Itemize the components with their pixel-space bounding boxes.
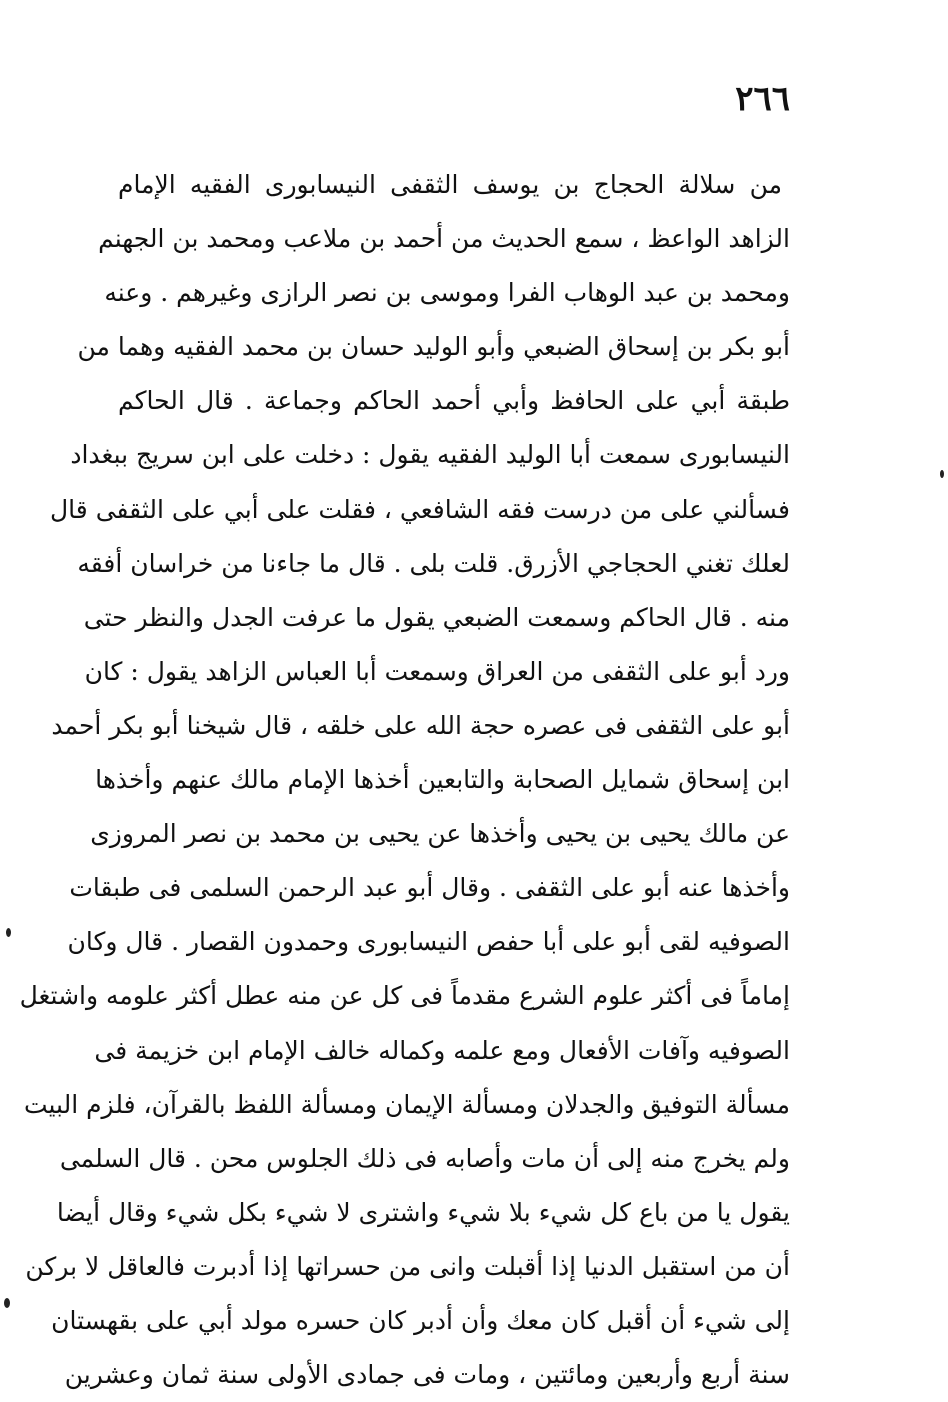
text-line: فسألني على من درست فقه الشافعي ، فقلت على أبي على الثقفى قال (50, 494, 790, 524)
text-line: الصوفيه وآفات الأفعال ومع علمه وكماله خالف الإمام ابن خزيمة فى (94, 1035, 790, 1065)
scan-speck (4, 1298, 10, 1308)
text-line: النيسابورى سمعت أبا الوليد الفقيه يقول : دخلت على ابن سريج ببغداد (70, 440, 790, 470)
scan-speck (940, 470, 944, 478)
text-line: ولم يخرج منه إلى أن مات وأصابه فى ذلك الجلوس محن . قال السلمى (59, 1143, 790, 1173)
text-line: أبو على الثقفى فى عصره حجة الله على خلقه ، قال شيخنا أبو بكر أحمد (51, 710, 790, 740)
page-number: ٢٦٦ (735, 79, 790, 119)
text-line: ابن إسحاق شمايل الصحابة والتابعين أخذها الإمام مالك عنهم وأخذها (95, 765, 790, 795)
text-line: منه . قال الحاكم وسمعت الضبعي يقول ما عرفت الجدل والنظر حتى (83, 602, 790, 632)
body-text (19, 158, 790, 1402)
text-line: مسألة التوفيق والجدلان ومسألة الإيمان ومسألة اللفظ بالقرآن، فلزم البيت (23, 1089, 790, 1119)
text-line: من سلالة الحجاج بن يوسف الثقفى النيسابورى الفقيه الإمام (118, 170, 782, 199)
scan-speck (6, 928, 11, 937)
text-line: عن مالك يحيى بن يحيى وأخذها عن يحيى بن محمد بن نصر المروزى (90, 819, 790, 849)
text-line: وأخذها عنه أبو على الثقفى . وقال أبو عبد الرحمن السلمى فى طبقات (69, 873, 790, 903)
text-line: طبقة أبي على الحافظ وأبي أحمد الحاكم وجماعة . قال الحاكم (118, 386, 790, 416)
text-line: يقول يا من باع كل شيء بلا شيء واشترى لا شيء بكل شيء وقال أيضا (56, 1197, 790, 1227)
text-line: الصوفيه لقى أبو على أبا حفص النيسابورى وحمدون القصار . قال وكان (67, 927, 790, 957)
text-line: ومحمد بن عبد الوهاب الفرا وموسى بن نصر الرازى وغيرهم . وعنه (104, 278, 790, 308)
text-line: أن من استقبل الدنيا إذا أقبلت وانى من حسراتها إذا أدبرت فالعاقل لا بركن (25, 1251, 790, 1281)
text-line: الزاهد الواعظ ، سمع الحديث من أحمد بن ملاعب ومحمد بن الجهنم (98, 224, 790, 254)
text-line: سنة أربع وأربعين ومائتين ، ومات فى جمادى الأولى سنة ثمان وعشرين (64, 1360, 790, 1390)
text-line: إماماً فى أكثر علوم الشرع مقدماً فى كل عن منه عطل أكثر علومه واشتغل (19, 981, 790, 1011)
text-line: إلى شيء أن أقبل كان معك وأن أدبر كان حسره مولد أبي على بقهستان (51, 1305, 790, 1335)
text-line: لعلك تغني الحجاجي الأزرق. قلت بلى . قال ما جاءنا من خراسان أفقه (77, 548, 790, 578)
text-line: أبو بكر بن إسحاق الضبعي وأبو الوليد حسان بن محمد الفقيه وهما من (77, 332, 790, 362)
text-line: ورد أبو على الثقفى من العراق وسمعت أبا العباس الزاهد يقول : كان (84, 656, 790, 686)
